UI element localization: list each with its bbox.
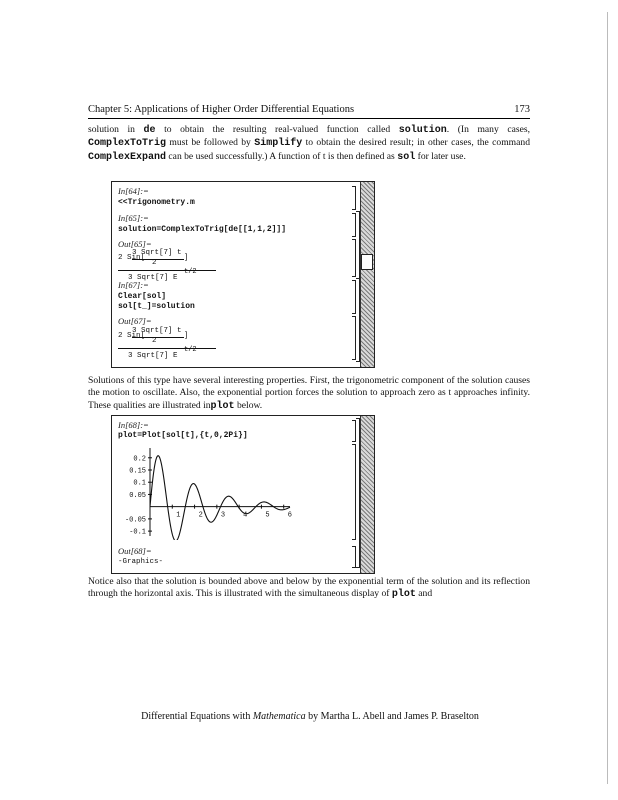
chapter-title: Chapter 5: Applications of Higher Order Differential Equations <box>88 104 355 115</box>
page-footer: Differential Equations with Mathematica by Martha L. Abell and James P. Braselton <box>141 711 479 722</box>
notebook-scrollbar[interactable] <box>360 416 374 573</box>
x-tick-label: 2 <box>198 511 203 520</box>
input-cell-65[interactable]: solution=ComplexToTrig[de[[1,1,2]]] <box>118 225 287 234</box>
x-tick-label: 4 <box>243 511 248 520</box>
notebook-window-2[interactable] <box>111 415 375 574</box>
paragraph-1: solution in de to obtain the resulting real-valued function called solution. (In many cases, ComplexToTrig must be followed by Simplify to obtain the desired result; in other cases, the command ComplexExpand can be used successfully.) A function of t is then defined as sol for later use. <box>88 124 530 163</box>
page-edge-line <box>607 12 608 784</box>
y-tick-label: -0.1 <box>129 528 146 537</box>
x-tick-label: 6 <box>287 511 292 520</box>
cell-bracket[interactable] <box>352 316 356 360</box>
page-number: 173 <box>514 104 530 115</box>
code-complexexpand: ComplexExpand <box>88 151 167 163</box>
x-tick-label: 5 <box>265 511 270 520</box>
paragraph-2: Solutions of this type have several interesting properties. First, the trigonometric component of the solution causes the motion to oscillate. Also, the exponential portion forces the solution to approach zero as t approaches infinity. These qualities are illustrated inplot below. <box>88 375 530 412</box>
group-bracket[interactable] <box>356 418 360 568</box>
header-rule <box>88 118 530 119</box>
input-cell-64[interactable]: <<Trigonometry.m <box>118 198 195 207</box>
running-header <box>88 104 530 115</box>
input-cell-68[interactable]: plot=Plot[sol[t],{t,0,2Pi}] <box>118 431 248 440</box>
y-tick-label: 0.2 <box>133 455 146 464</box>
input-label-64: In[64]:= <box>118 186 149 196</box>
input-label-68: In[68]:= <box>118 420 149 430</box>
input-cell-67-line1[interactable]: Clear[sol] <box>118 292 167 301</box>
code-plot-2: plot <box>391 589 416 601</box>
cell-bracket[interactable] <box>352 444 356 540</box>
group-bracket[interactable] <box>356 211 360 279</box>
x-tick-label: 3 <box>220 511 226 520</box>
y-tick-label: 0.15 <box>129 467 146 476</box>
output-expression-67: 3 Sqrt[7] t 2 Sin[ 2 ] 3 Sqrt[7] E t/2 <box>118 327 238 361</box>
paragraph-3: Notice also that the solution is bounded above and below by the exponential term of the solution and its reflection through the horizontal axis. This is illustrated with the simultaneous display of plot and <box>88 576 530 601</box>
output-label-68: Out[68]= <box>118 546 152 556</box>
output-label-67: Out[67]= <box>118 316 152 326</box>
solution-curve <box>150 456 290 540</box>
footer-italic-title: Mathematica <box>252 711 306 722</box>
y-tick-label: -0.05 <box>124 516 146 525</box>
output-graphics-68: -Graphics- <box>118 558 164 566</box>
code-plot: plot <box>210 400 235 412</box>
code-solution: solution <box>398 125 447 136</box>
group-bracket[interactable] <box>356 278 360 362</box>
y-tick-label: 0.05 <box>129 491 146 500</box>
cell-bracket[interactable] <box>352 186 356 210</box>
code-simplify: Simplify <box>254 138 303 150</box>
output-label-65: Out[65]= <box>118 239 152 249</box>
y-tick-label: 0.1 <box>133 479 146 488</box>
scrollbar-thumb[interactable] <box>361 254 373 270</box>
plot-graphic <box>114 444 294 540</box>
notebook-scrollbar[interactable] <box>360 182 374 367</box>
cell-bracket[interactable] <box>352 546 356 568</box>
input-label-67: In[67]:= <box>118 280 149 290</box>
notebook-window-1[interactable] <box>111 181 375 368</box>
cell-bracket[interactable] <box>352 239 356 277</box>
input-cell-67-line2[interactable]: sol[t_]=solution <box>118 302 195 311</box>
code-sol: sol <box>397 151 416 163</box>
x-tick-label: 1 <box>176 511 181 520</box>
code-de: de <box>143 125 156 136</box>
output-expression-65: 3 Sqrt[7] t 2 Sin[ 2 ] 3 Sqrt[7] E t/2 <box>118 249 238 283</box>
code-complextotrig: ComplexToTrig <box>88 138 167 150</box>
input-label-65: In[65]:= <box>118 213 149 223</box>
